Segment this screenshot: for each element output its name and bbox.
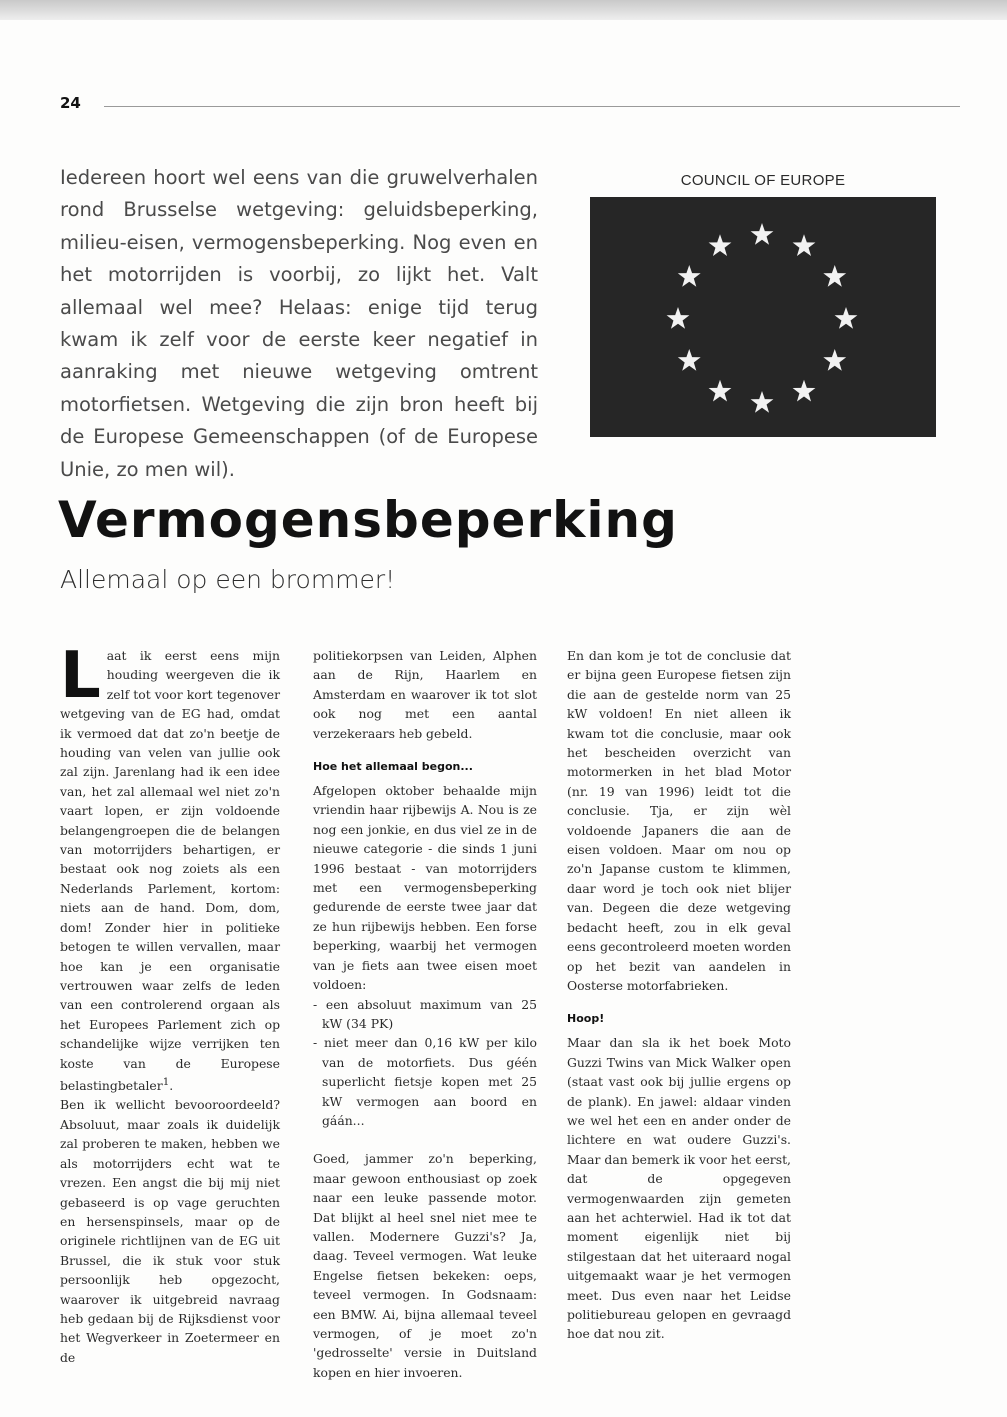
flag-star-icon — [835, 307, 858, 329]
column-1-paragraph-2: Ben ik wellicht bevooroordeeld? Absoluut, maar zoals ik duidelijk zal proberen te maken, hebben we als motorrijders echt wat te vrezen. Een angst die bij mij niet gebaseerd is op vage geruchten en hersenspinsels, maar op de originele richtlijnen van de EG uit Brussel, die ik stuk voor stuk persoonlijk heb opgezocht, waarover ik uitgebreid navraag heb gedaan bij de Rijksdienst voor het Wegverkeer in Zoetermeer en de — [60, 1097, 280, 1365]
flag-star-icon — [709, 234, 732, 256]
flag-star-icon — [751, 223, 774, 245]
column-1-text-1: aat ik eerst eens mijn houding weergeven die ik zelf tot voor kort tegenover wetgeving van de EG had, omdat ik vermoed dat dat zo'n beetje de houding van velen van jullie ook zal zijn. Jarenlang had ik een idee van, het zal allemaal wel niet zo'n vaart lopen, er zijn voldoende belangengroepen die de belangen van motorrijders behartigen, er bestaat ook nog zoiets als een Nederlands Parlement, kortom: niets aan de hand. Dom, dom, dom! Zonder hier in politieke betogen te willen vervallen, maar hoe kan je een organisatie vertrouwen waar zelfs de leden van een controlerend orgaan als het Europees Parlement zich op schandelijke wijze verrijken ten koste van de Europese belastingbetaler — [60, 648, 280, 1094]
requirements-list — [313, 995, 537, 1131]
column-1-text-1-end: . — [169, 1078, 174, 1094]
intro-paragraph: Iedereen hoort wel eens van die gruwelverhalen rond Brusselse wetgeving: geluidsbeperking, milieu-eisen, vermogensbeperking. Nog even en het motorrijden is voorbij, zo lijkt het. Valt allemaal wel mee? Helaas: enige tijd terug kwam ik zelf voor de eerste keer negatief in aanraking met nieuwe wetgeving omtrent motorfietsen. Wetgeving die zijn bron heeft bij de Europese Gemeenschappen (of de Europese Unie, zo men wil). — [60, 166, 538, 481]
column-2-paragraph-3: Goed, jammer zo'n beperking, maar gewoon enthousiast op zoek naar een leuke passende motor. Dat blijkt al heel snel niet mee te vallen. Modernere Guzzi's? Ja, daag. Teveel vermogen. Wat leuke Engelse fietsen bekeken: oeps, teveel vermogen. In Godsnaam: een BMW. Ai, bijna allemaal teveel vermogen, of je moet zo'n 'gedrosselte' versie in Duitsland kopen en hier invoeren. — [313, 1151, 537, 1380]
column-2-paragraph-1: politiekorpsen van Leiden, Alphen aan de Rijn, Haarlem en Amsterdam en waarover ik tot slot ook nog met een aantal verzekeraars heb gebeld. — [313, 648, 537, 741]
section-heading-hoop: Hoop! — [567, 1012, 605, 1026]
article-column-1 — [60, 639, 280, 1367]
page-number: 24 — [60, 94, 81, 112]
flag-star-icon — [678, 265, 701, 287]
column-1-paragraph-1 — [60, 639, 280, 1095]
flag-star-icon — [823, 265, 846, 287]
flag-stars-graphic — [590, 197, 936, 437]
council-of-europe-flag — [590, 197, 936, 437]
requirement-item: - niet meer dan 0,16 kW per kilo van de motorfiets. Dus géén superlicht fietsje kopen met 25 kW vermogen aan boord en gáán... — [313, 1035, 537, 1128]
column-2-paragraph-2: Afgelopen oktober behaalde mijn vriendin haar rijbewijs A. Nou is ze nog een jonkie, en dus viel ze in de nieuwe categorie - die sinds 1 juni 1996 bestaat - van motorrijders met een vermogensbeperking gedurende de eerste twee jaar dat ze hun rijbewijs hebben. Een forse beperking, waarbij het vermogen van je fiets aan twee eisen moet voldoen: — [313, 783, 537, 993]
flag-star-icon — [667, 307, 690, 329]
flag-star-icon — [793, 234, 816, 256]
column-3-paragraph-1: En dan kom je tot de conclusie dat er bijna geen Europese fietsen zijn die aan de gestelde norm van 25 kW voldoen! En niet alleen ik kwam tot die conclusie, maar ook het bescheiden overzicht van motormerken in het blad Motor (nr. 19 van 1996) leidt tot die conclusie. Tja, er zijn wèl voldoende Japaners die aan de eisen voldoen. Maar om nou op zo'n Japanse custom te klimmen, daar word je toch ook niet blijer van. Degeen die deze wetgeving bedacht heeft, zou in elk geval eens gecontroleerd moeten worden op het bezit van aandelen in Oosterse motorfabrieken. — [567, 648, 791, 993]
drop-cap: L — [60, 639, 101, 713]
scan-top-band — [0, 0, 1007, 20]
paragraph-gap — [313, 1130, 537, 1149]
requirement-item: - een absoluut maximum van 25 kW (34 PK) — [313, 996, 537, 1031]
flag-star-icon — [793, 380, 816, 402]
flag-star-icon — [751, 391, 774, 413]
article-column-2 — [313, 646, 537, 1382]
column-3-paragraph-2: Maar dan sla ik het boek Moto Guzzi Twins van Mick Walker open (staat vast ook bij jullie ergens op de plank). En jawel: aldaar vinden we wel het een en ander onder de lichtere en wat oudere Guzzi's. Maar dan bemerk ik voor het eerst, dat de opgegeven vermogenwaarden zijn gemeten aan het achterwiel. Had ik tot dat moment eigenlijk niet bij stilgestaan dat het uiteraard nogal uitgemaakt waar je het vermogen meet. Dus even naar het Leidse politiebureau gelopen en gevraagd hoe dat nou zit. — [567, 1035, 791, 1342]
article-subheadline: Allemaal op een brommer! — [60, 565, 396, 594]
header-rule — [104, 106, 960, 107]
article-column-3 — [567, 646, 791, 1344]
section-heading-begin: Hoe het allemaal begon... — [313, 760, 473, 774]
flag-star-icon — [709, 380, 732, 402]
flag-star-icon — [678, 349, 701, 371]
flag-star-icon — [823, 349, 846, 371]
flag-caption: COUNCIL OF EUROPE — [680, 172, 846, 189]
article-headline: Vermogensbeperking — [58, 491, 678, 549]
footnote-marker: 1 — [162, 1075, 170, 1088]
